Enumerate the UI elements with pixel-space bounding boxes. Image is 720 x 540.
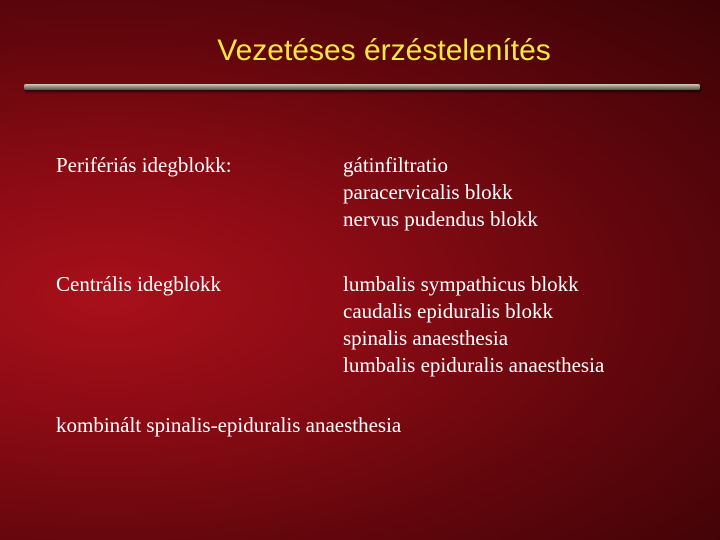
section-items-peripheral xyxy=(343,152,538,233)
section-items-central xyxy=(343,271,604,379)
list-item: nervus pudendus blokk xyxy=(343,207,538,231)
list-item: caudalis epiduralis blokk xyxy=(343,299,553,323)
section-label-central: Centrális idegblokk xyxy=(56,272,222,296)
footer-text: kombinált spinalis-epiduralis anaesthesia xyxy=(56,413,402,437)
list-item: lumbalis sympathicus blokk xyxy=(343,272,579,296)
title-divider xyxy=(24,84,700,90)
list-item: spinalis anaesthesia xyxy=(343,326,509,350)
list-item: lumbalis epiduralis anaesthesia xyxy=(343,353,605,377)
list-item: paracervicalis blokk xyxy=(343,180,513,204)
slide-title: Vezetéses érzéstelenítés xyxy=(217,34,551,67)
list-item: gátinfiltratio xyxy=(343,153,448,177)
section-label-peripheral: Perifériás idegblokk: xyxy=(56,153,232,177)
